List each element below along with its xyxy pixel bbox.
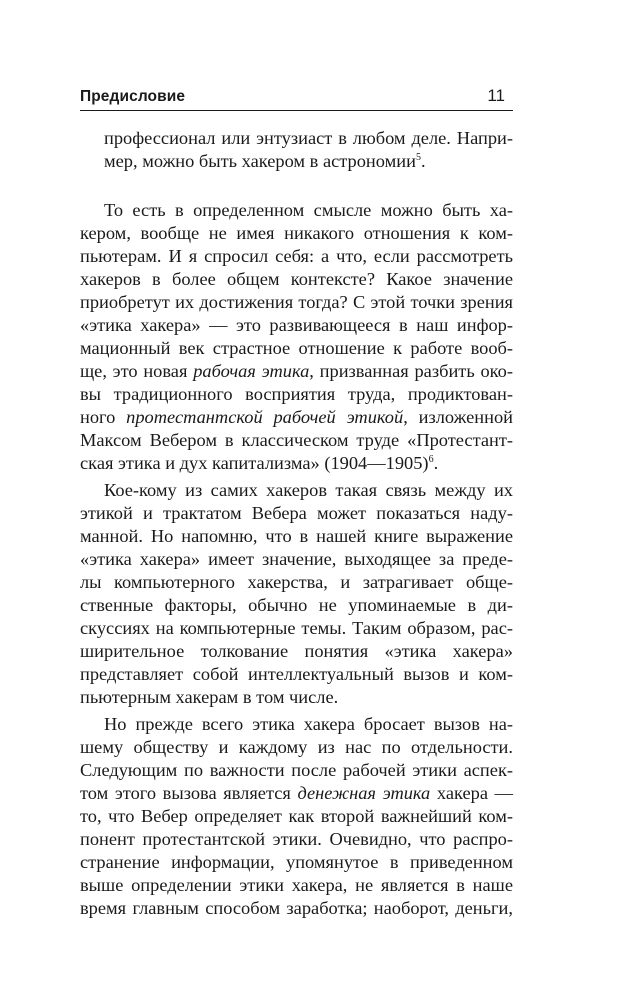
- text-line: том этого вызова является денежная этика хакера —: [80, 783, 513, 803]
- text-line: манной. Но напомню, что в нашей книге выражение: [80, 526, 513, 546]
- page-number: 11: [487, 86, 505, 105]
- paragraph-2: [80, 479, 513, 709]
- text-line: кером, вообще не имея никакого отношения к ком-: [80, 223, 513, 243]
- text-line: то, что Вебер определяет как второй важнейший ком-: [80, 806, 513, 826]
- text-line: ного протестантской рабочей этикой, изложенной: [80, 407, 513, 427]
- book-page: [80, 82, 513, 920]
- text-line: странение информации, упомянутое в приведенном: [80, 852, 513, 872]
- text-line: ственные факторы, обычно не упоминаемые в ди-: [80, 595, 513, 615]
- text-line: время главным способом заработка; наоборот, деньги,: [80, 898, 513, 918]
- text-line: шему обществу и каждому из нас по отдельности.: [80, 737, 513, 757]
- block-quote: [104, 127, 513, 173]
- text-line: лы компьютерного хакерства, и затрагивает обще-: [80, 572, 513, 592]
- text-line: Но прежде всего этика хакера бросает вызов на-: [104, 714, 513, 734]
- text-line: пьютерным хакерам в том числе.: [80, 687, 339, 707]
- text-line: ширительное толкование понятия «этика хакера»: [80, 641, 513, 661]
- text-line: представляет собой интеллектуальный вызов и ком-: [80, 664, 513, 684]
- quote-line: мер, можно быть хакером в астрономии$^5$.: [104, 151, 426, 171]
- text-line: скуссиях на компьютерные темы. Таким образом, рас-: [80, 618, 513, 638]
- emphasis: денежная этика: [297, 783, 431, 803]
- text-line: ская этика и дух капитализма» (1904—1905)$^6$.: [80, 453, 439, 473]
- text-line: ще, это новая рабочая этика, призванная разбить око-: [80, 361, 513, 381]
- emphasis: рабочая этика: [193, 361, 310, 381]
- text-line: выше определении этики хакера, не является в наше: [80, 875, 513, 895]
- footnote-ref: 5: [415, 151, 421, 163]
- chapter-title: Предисловие: [80, 88, 186, 105]
- text-line: понент протестантской этики. Очевидно, что распро-: [80, 829, 513, 849]
- text-line: Кое-кому из самих хакеров такая связь между их: [104, 480, 513, 500]
- running-header: [80, 82, 513, 111]
- paragraph-3: [80, 713, 513, 920]
- text-line: приобретут их достижения тогда? С этой точки зрения: [80, 292, 513, 312]
- text-line: мационный век страстное отношение к работе вооб-: [80, 338, 513, 358]
- text-line: «этика хакера» — это развивающееся в наш инфор-: [80, 315, 513, 335]
- text-line: этикой и трактатом Вебера может показаться наду-: [80, 503, 513, 523]
- text-line: То есть в определенном смысле можно быть ха-: [104, 200, 513, 220]
- text-line: пьютерам. И я спросил себя: а что, если рассмотреть: [80, 246, 513, 266]
- emphasis: протестантской рабочей этикой: [126, 407, 404, 427]
- text-line: Максом Вебером в классическом труде «Протестант-: [80, 430, 513, 450]
- text-line: хакеров в более общем контексте? Какое значение: [80, 269, 513, 289]
- quote-line: профессионал или энтузиаст в любом деле. Напри-: [104, 128, 513, 148]
- text-line: Следующим по важности после рабочей этики аспек-: [80, 760, 513, 780]
- paragraph-1: [80, 199, 513, 475]
- text-line: вы традиционного восприятия труда, продиктован-: [80, 384, 513, 404]
- footnote-ref: 6: [428, 453, 434, 465]
- text-line: «этика хакера» имеет значение, выходящее за преде-: [80, 549, 513, 569]
